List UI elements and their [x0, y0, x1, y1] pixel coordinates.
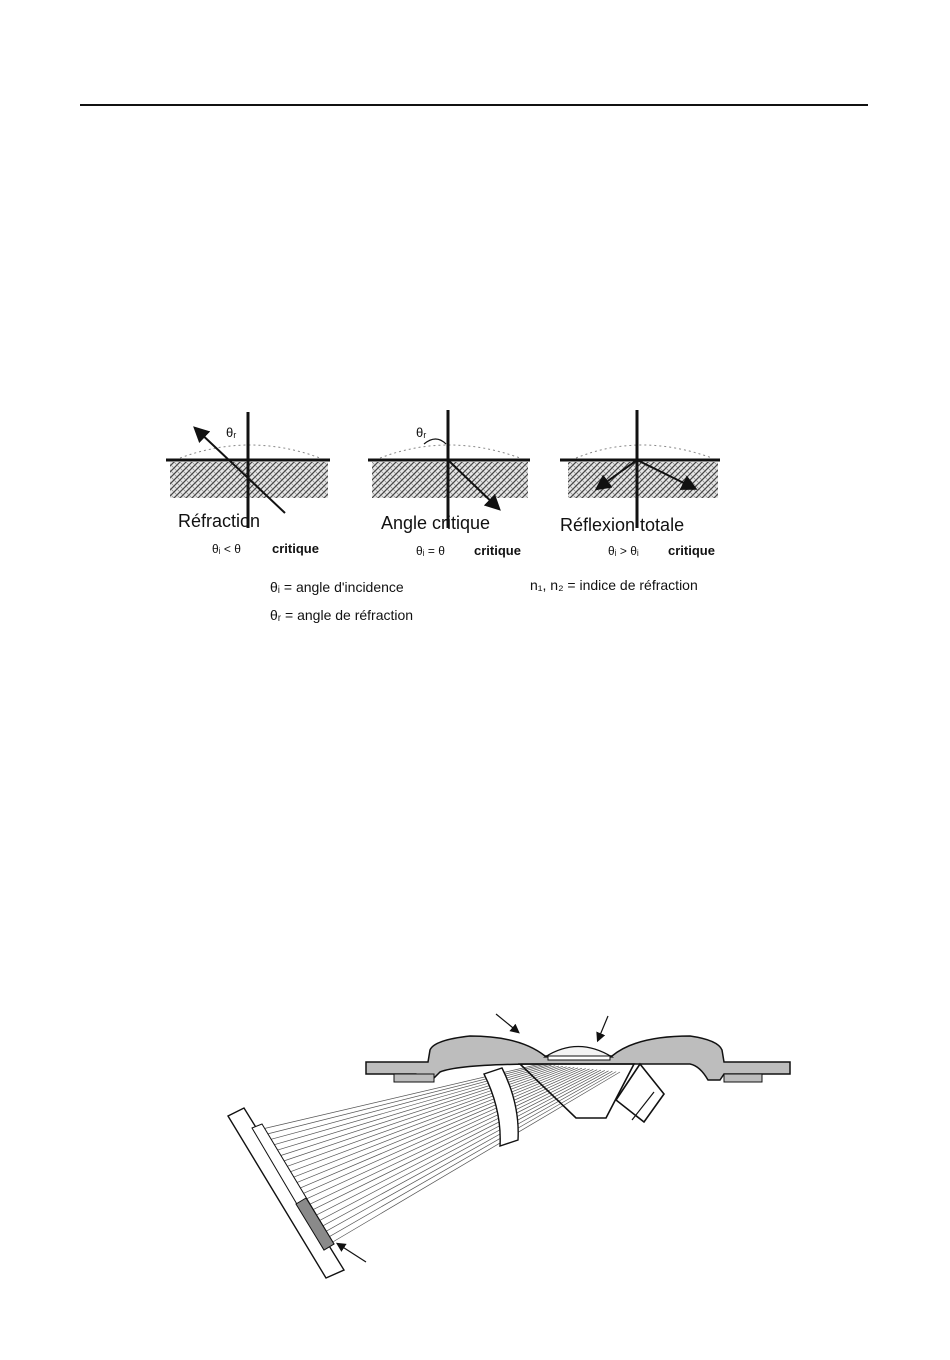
- light-ray-line: [323, 1072, 616, 1241]
- light-ray-line: [310, 1070, 601, 1218]
- light-ray-line: [290, 1068, 578, 1185]
- light-ray-line: [303, 1069, 593, 1207]
- light-ray-line: [307, 1070, 598, 1213]
- refraction-diagram: [166, 410, 720, 623]
- denser-medium: [372, 462, 528, 498]
- condition-symbol: θᵢ > θᵢ: [608, 544, 639, 558]
- condition-word: critique: [668, 543, 715, 558]
- optical-sensor-diagram: [228, 1014, 790, 1278]
- light-ray-line: [326, 1072, 620, 1246]
- angle-arc: [576, 445, 712, 458]
- condition-word: critique: [474, 543, 521, 558]
- panel-title: Réfraction: [178, 511, 261, 531]
- legend-index: n₁, n₂ = indice de réfraction: [530, 577, 698, 593]
- legend-refraction: θᵣ = angle de réfraction: [270, 607, 414, 623]
- figure-legend: [270, 577, 698, 623]
- condition-symbol: θᵢ < θ: [212, 542, 241, 556]
- housing-foot-right: [724, 1074, 762, 1082]
- theta-arc: [424, 439, 446, 444]
- pointer-window: [598, 1016, 608, 1040]
- pointer-housing: [496, 1014, 518, 1032]
- condition-word: critique: [272, 541, 319, 556]
- theta-r-symbol: θᵣ: [226, 425, 237, 440]
- light-ray-line: [294, 1068, 582, 1191]
- panel-refraction: [166, 412, 330, 556]
- window-glass: [548, 1056, 610, 1060]
- dome-window: [545, 1047, 612, 1058]
- pointer-detector: [338, 1244, 366, 1262]
- panel-title: Réflexion totale: [560, 515, 685, 535]
- panel-angle-critique: [368, 410, 530, 558]
- light-ray-line: [316, 1071, 608, 1230]
- detector-board: [228, 1108, 344, 1278]
- lens: [484, 1068, 518, 1146]
- panel-reflexion-totale: [560, 410, 720, 558]
- theta-r-symbol: θᵣ: [416, 425, 427, 440]
- light-source: [616, 1064, 664, 1122]
- angle-arc: [380, 445, 520, 458]
- light-ray-line: [297, 1069, 586, 1197]
- panel-title: Angle critique: [381, 513, 491, 533]
- legend-incidence: θᵢ = angle d'incidence: [270, 579, 404, 595]
- housing-foot-left: [394, 1074, 434, 1082]
- angle-arc: [180, 445, 320, 458]
- light-ray-line: [284, 1067, 571, 1174]
- condition-symbol: θᵢ = θ: [416, 544, 445, 558]
- denser-medium: [568, 462, 718, 498]
